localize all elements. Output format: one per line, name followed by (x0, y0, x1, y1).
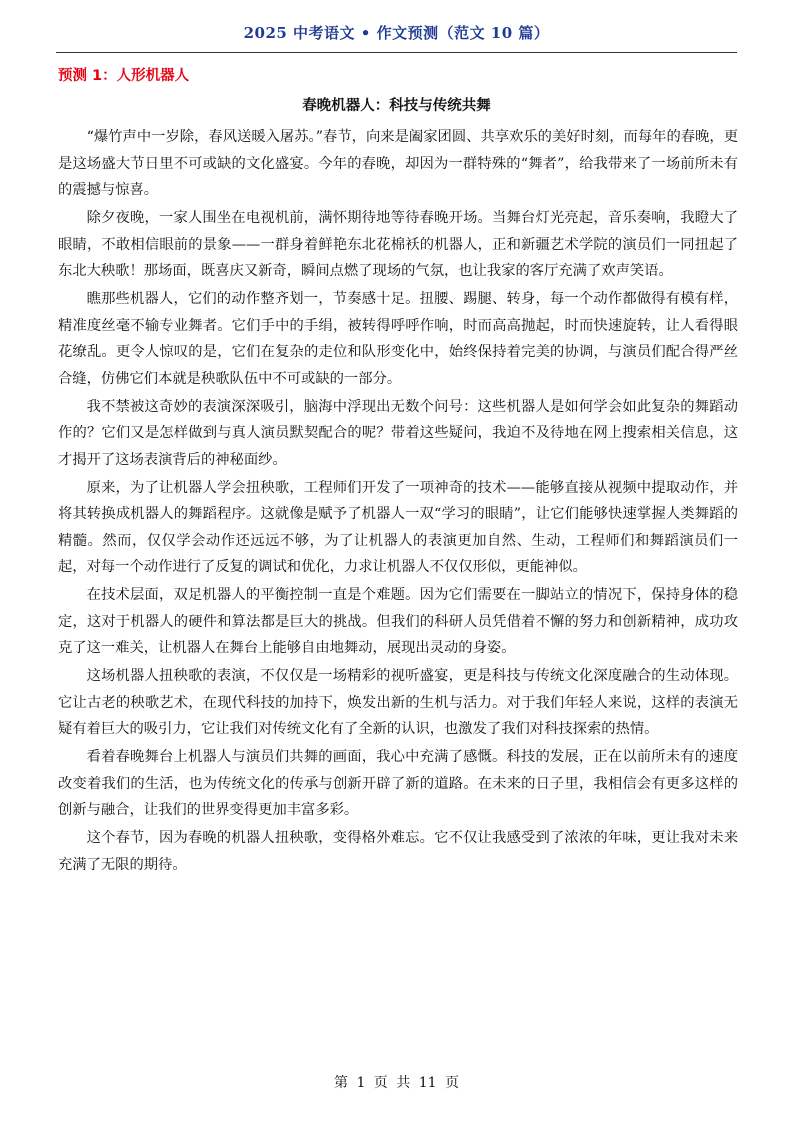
essay-paragraph: 看着春晚舞台上机器人与演员们共舞的画面，我心中充满了感慨。科技的发展，正在以前所未有的速度改变着我们的生活，也为传统文化的传承与创新开辟了新的道路。在未来的日子里，我相信会有更多这样的创新与融合，让我们的世界变得更加丰富多彩。 (58, 749, 738, 818)
essay-paragraph: 在技术层面，双足机器人的平衡控制一直是个难题。因为它们需要在一脚站立的情况下，保持身体的稳定，这对于机器人的硬件和算法都是巨大的挑战。但我们的科研人员凭借着不懈的努力和创新精神，成功攻克了这一难关，让机器人在舞台上能够自由地舞动，展现出灵动的身姿。 (58, 587, 738, 656)
essay-paragraph: “爆竹声中一岁除，春风送暖入屠苏。”春节，向来是阖家团圆、共享欢乐的美好时刻，而每年的春晚，更是这场盛大节日里不可或缺的文化盛宴。今年的春晚，却因为一群特殊的“舞者”，给我带来了一场前所未有的震撼与惊喜。 (58, 129, 738, 198)
essay-paragraph: 这场机器人扭秧歌的表演，不仅仅是一场精彩的视听盛宴，更是科技与传统文化深度融合的生动体现。它让古老的秧歌艺术，在现代科技的加持下，焕发出新的生机与活力。对于我们年轻人来说，这样的表演无疑有着巨大的吸引力，它让我们对传统文化有了全新的认识，也激发了我们对科技探索的热情。 (58, 668, 738, 737)
essay-paragraph: 原来，为了让机器人学会扭秧歌，工程师们开发了一项神奇的技术——能够直接从视频中提取动作，并将其转换成机器人的舞蹈程序。这就像是赋予了机器人一双“学习的眼睛”，让它们能够快速掌握人类舞蹈的精髓。然而，仅仅学会动作还远远不够，为了让机器人的表演更加自然、生动，工程师们和舞蹈演员们一起，对每一个动作进行了反复的调试和优化，力求让机器人不仅仅形似，更能神似。 (58, 479, 738, 575)
header-divider (56, 52, 737, 53)
essay-body (58, 124, 738, 880)
essay-paragraph: 除夕夜晚，一家人围坐在电视机前，满怀期待地等待春晚开场。当舞台灯光亮起，音乐奏响，我瞪大了眼睛，不敢相信眼前的景象——一群身着鲜艳东北花棉袄的机器人，正和新疆艺术学院的演员们一同扭起了东北大秧歌！那场面，既喜庆又新奇，瞬间点燃了现场的气氛，也让我家的客厅充满了欢声笑语。 (58, 210, 738, 279)
section-label: 预测 1：人形机器人 (58, 68, 190, 84)
essay-paragraph: 瞧那些机器人，它们的动作整齐划一，节奏感十足。扭腰、踢腿、转身，每一个动作都做得有模有样，精准度丝毫不输专业舞者。它们手中的手绢，被转得呼呼作响，时而高高抛起，时而快速旋转，让人看得眼花缭乱。更令人惊叹的是，它们在复杂的走位和队形变化中，始终保持着完美的协调，与演员们配合得严丝合缝，仿佛它们本就是秧歌队伍中不可或缺的一部分。 (58, 291, 738, 387)
page-indicator: 第 1 页 共 11 页 (334, 1075, 459, 1091)
running-header-title: 2025 中考语文 • 作文预测（范文 10 篇） (243, 24, 550, 42)
essay-title: 春晚机器人：科技与传统共舞 (302, 98, 491, 114)
essay-paragraph: 这个春节，因为春晚的机器人扭秧歌，变得格外难忘。它不仅让我感受到了浓浓的年味，更让我对未来充满了无限的期待。 (58, 830, 738, 873)
essay-paragraph: 我不禁被这奇妙的表演深深吸引，脑海中浮现出无数个问号：这些机器人是如何学会如此复杂的舞蹈动作的？它们又是怎样做到与真人演员默契配合的呢？带着这些疑问，我迫不及待地在网上搜索相关信息，这才揭开了这场表演背后的神秘面纱。 (58, 398, 738, 468)
